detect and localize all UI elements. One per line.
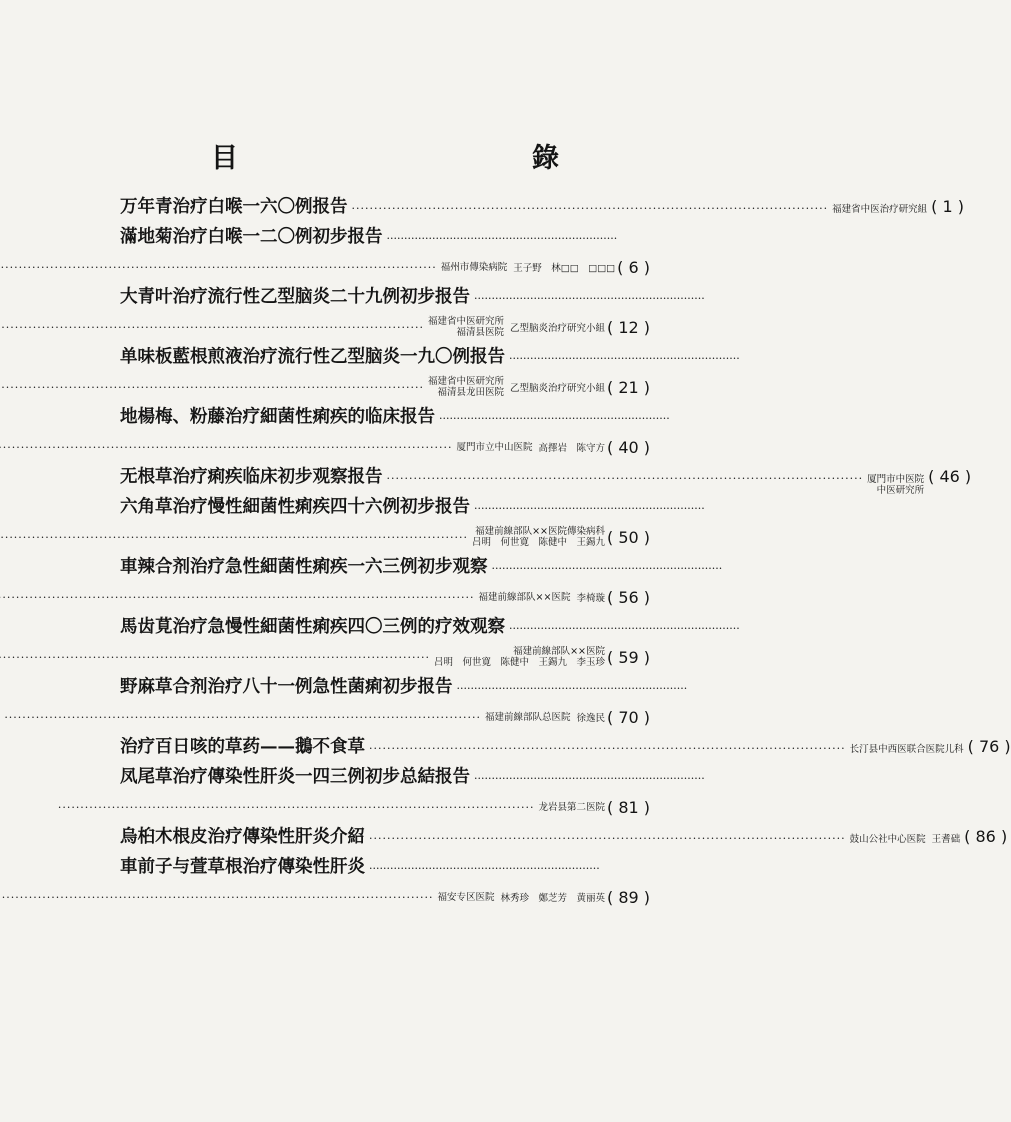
toc-entry-source-line xyxy=(120,256,650,278)
entry-page-number: ( 56 ) xyxy=(606,587,650,607)
leader-dots xyxy=(0,321,424,334)
entry-source-line: 龙岩县第二医院 xyxy=(538,801,605,813)
entry-page-number: ( 46 ) xyxy=(928,467,972,486)
entry-title: 車辣合剂治疗急性細菌性痢疾一六三例初步观察 xyxy=(120,557,488,577)
entry-page-number: ( 89 ) xyxy=(606,887,650,907)
entry-source xyxy=(850,744,964,755)
leader-dots xyxy=(457,678,688,700)
entry-page-number: ( 70 ) xyxy=(606,707,650,727)
toc-entry-title-line xyxy=(120,496,650,518)
entry-title: 单味板藍根煎液治疗流行性乙型脑炎一九〇例报告 xyxy=(120,347,505,367)
entry-source xyxy=(832,204,927,215)
entry-page-number: ( 1 ) xyxy=(931,197,964,216)
entry-authors: 乙型脑炎治疗研究小組 xyxy=(509,383,605,394)
toc-entry xyxy=(120,496,650,548)
toc-entry-title-line xyxy=(120,616,650,638)
entry-source-line: 福建省中医研究所 xyxy=(427,316,504,327)
leader-dots xyxy=(0,381,424,394)
entry-source xyxy=(428,316,504,338)
entry-source xyxy=(850,834,926,845)
toc-entry xyxy=(120,466,972,496)
leader-dots xyxy=(0,891,433,904)
toc-entry xyxy=(120,406,650,458)
toc-entry-title-line xyxy=(120,466,972,496)
toc-entry-title-line xyxy=(120,346,650,368)
page-title: 目 錄 xyxy=(211,143,639,174)
toc-entry xyxy=(120,196,964,218)
entry-authors: 徐逸民 xyxy=(576,713,605,724)
entry-title: 野麻草合剂治疗八十一例急性菌痢初步报告 xyxy=(120,677,453,697)
leader-dots xyxy=(352,198,829,220)
toc-entry-source-line xyxy=(120,706,650,728)
entry-page-number: ( 21 ) xyxy=(606,377,650,397)
entry-title: 凤尾草治疗傳染性肝炎一四三例初步总結报告 xyxy=(120,767,470,787)
toc-entry-source-line xyxy=(120,796,650,818)
entry-source-line: 长汀县中西医联合医院儿科 xyxy=(849,744,964,755)
entry-title: 烏桕木根皮治疗傳染性肝炎介紹 xyxy=(120,827,365,847)
entry-page-number: ( 40 ) xyxy=(606,437,650,457)
entry-title: 无根草治疗痢疾临床初步观察报告 xyxy=(120,467,383,487)
entry-source xyxy=(538,802,605,813)
entry-source-line: 厦門市立中山医院 xyxy=(456,441,533,453)
entry-source-line: 福建前線部队××医院傳染病科 xyxy=(475,526,605,537)
leader-dots xyxy=(0,261,437,274)
toc-entry-title-line xyxy=(120,286,650,308)
entry-source-line: 福建前線部队总医院 xyxy=(484,711,571,723)
toc-entry-title-line xyxy=(120,406,650,428)
toc-entry-source-line xyxy=(120,586,650,608)
leader-dots xyxy=(474,768,705,790)
entry-source-line: 福清县医院 xyxy=(456,327,504,338)
entry-source-line: 福建省中医治疗研究組 xyxy=(832,204,928,215)
entry-source xyxy=(434,646,605,668)
entry-title: 大青叶治疗流行性乙型脑炎二十九例初步报告 xyxy=(120,287,470,307)
toc-entry xyxy=(120,286,650,338)
entry-source-line: 福清县龙田医院 xyxy=(437,387,504,398)
entry-page-number: ( 59 ) xyxy=(606,647,650,667)
leader-dots xyxy=(474,498,705,520)
entry-source-line: 吕明 何世寛 陈健中 王錫九 xyxy=(471,537,605,548)
leader-dots xyxy=(369,858,650,880)
toc-entry-title-line xyxy=(120,856,650,878)
leader-dots xyxy=(369,738,846,760)
toc-entry xyxy=(120,226,650,278)
entry-source-line: 福州市傳染病院 xyxy=(440,261,508,273)
leader-dots xyxy=(58,801,535,814)
toc-entry-title-line xyxy=(120,736,1011,758)
table-of-contents xyxy=(120,196,1011,916)
entry-authors: 王子野 林□□ □□□ xyxy=(513,263,616,274)
toc-entry-source-line xyxy=(120,316,650,338)
entry-source-line: 福建前線部队××医院 xyxy=(478,591,571,603)
leader-dots xyxy=(0,441,452,454)
entry-title: 車前子与萱草根治疗傳染性肝炎 xyxy=(120,857,365,877)
entry-source xyxy=(441,262,508,273)
entry-title: 馬齿莧治疗急慢性細菌性痢疾四〇三例的疗效观察 xyxy=(120,617,505,637)
toc-entry-title-line xyxy=(120,826,1008,848)
toc-entry-title-line xyxy=(120,196,964,218)
leader-dots xyxy=(439,408,670,430)
entry-page-number: ( 81 ) xyxy=(606,797,650,817)
toc-entry-title-line xyxy=(120,226,650,248)
entry-source-line: 福建前線部队××医院 xyxy=(513,646,605,657)
entry-title: 治疗百日咳的草药——鵝不食草 xyxy=(120,737,365,757)
entry-authors: 林秀珍 鄭芝芳 黄丽英 xyxy=(500,893,605,904)
leader-dots xyxy=(387,228,651,250)
toc-entry xyxy=(120,676,650,728)
entry-title: 滿地菊治疗白喉一二〇例初步报告 xyxy=(120,227,383,247)
entry-page-number: ( 50 ) xyxy=(606,527,650,547)
entry-title: 万年青治疗白喉一六〇例报告 xyxy=(120,197,348,217)
entry-source xyxy=(867,474,924,496)
toc-entry xyxy=(120,856,650,908)
entry-source-line: 吕明 何世寛 陈健中 王錫九 李玉珍 xyxy=(433,657,605,668)
toc-entry-source-line xyxy=(120,886,650,908)
entry-source-line: 鼓山公社中心医院 xyxy=(849,834,926,845)
entry-authors: 王耆础 xyxy=(931,834,961,845)
toc-entry-title-line xyxy=(120,556,650,578)
toc-entry-source-line xyxy=(120,646,650,668)
entry-page-number: ( 86 ) xyxy=(964,827,1008,846)
entry-source-line: 厦門市中医院 xyxy=(867,474,925,485)
entry-source xyxy=(437,892,494,903)
toc-entry-title-line xyxy=(120,676,650,698)
toc-entry xyxy=(120,736,1011,758)
entry-title: 六角草治疗慢性細菌性痢疾四十六例初步报告 xyxy=(120,497,470,517)
leader-dots xyxy=(0,651,430,664)
entry-source xyxy=(479,592,571,603)
entry-source xyxy=(428,376,504,398)
toc-entry xyxy=(120,616,650,668)
toc-entry-source-line xyxy=(120,376,650,398)
toc-entry-source-line xyxy=(120,526,650,548)
leader-dots xyxy=(0,591,475,604)
entry-page-number: ( 76 ) xyxy=(967,737,1011,756)
entry-page-number: ( 12 ) xyxy=(606,317,650,337)
toc-entry xyxy=(120,346,650,398)
entry-source-line: 福建省中医研究所 xyxy=(427,376,504,387)
leader-dots xyxy=(492,558,723,580)
entry-source xyxy=(472,526,605,548)
leader-dots xyxy=(474,288,705,310)
entry-source-line: 福安专区医院 xyxy=(437,891,495,903)
toc-entry-source-line xyxy=(120,436,650,458)
entry-source xyxy=(456,442,532,453)
leader-dots xyxy=(0,531,468,544)
entry-source-line: 中医研究所 xyxy=(876,485,925,496)
entry-title: 地楊梅、粉藤治疗細菌性痢疾的临床报告 xyxy=(120,407,435,427)
entry-authors: 李椅璇 xyxy=(576,593,605,604)
entry-authors: 高擇岩 陈守方 xyxy=(538,443,605,454)
leader-dots xyxy=(509,618,740,640)
toc-entry xyxy=(120,766,650,818)
entry-page-number: ( 6 ) xyxy=(617,257,650,277)
leader-dots xyxy=(369,828,846,850)
leader-dots xyxy=(509,348,740,370)
leader-dots xyxy=(4,711,481,724)
entry-authors: 乙型脑炎治疗研究小組 xyxy=(509,323,605,334)
toc-entry xyxy=(120,826,1008,848)
leader-dots xyxy=(387,468,864,490)
entry-source xyxy=(485,712,571,723)
toc-entry-title-line xyxy=(120,766,650,788)
toc-entry xyxy=(120,556,650,608)
